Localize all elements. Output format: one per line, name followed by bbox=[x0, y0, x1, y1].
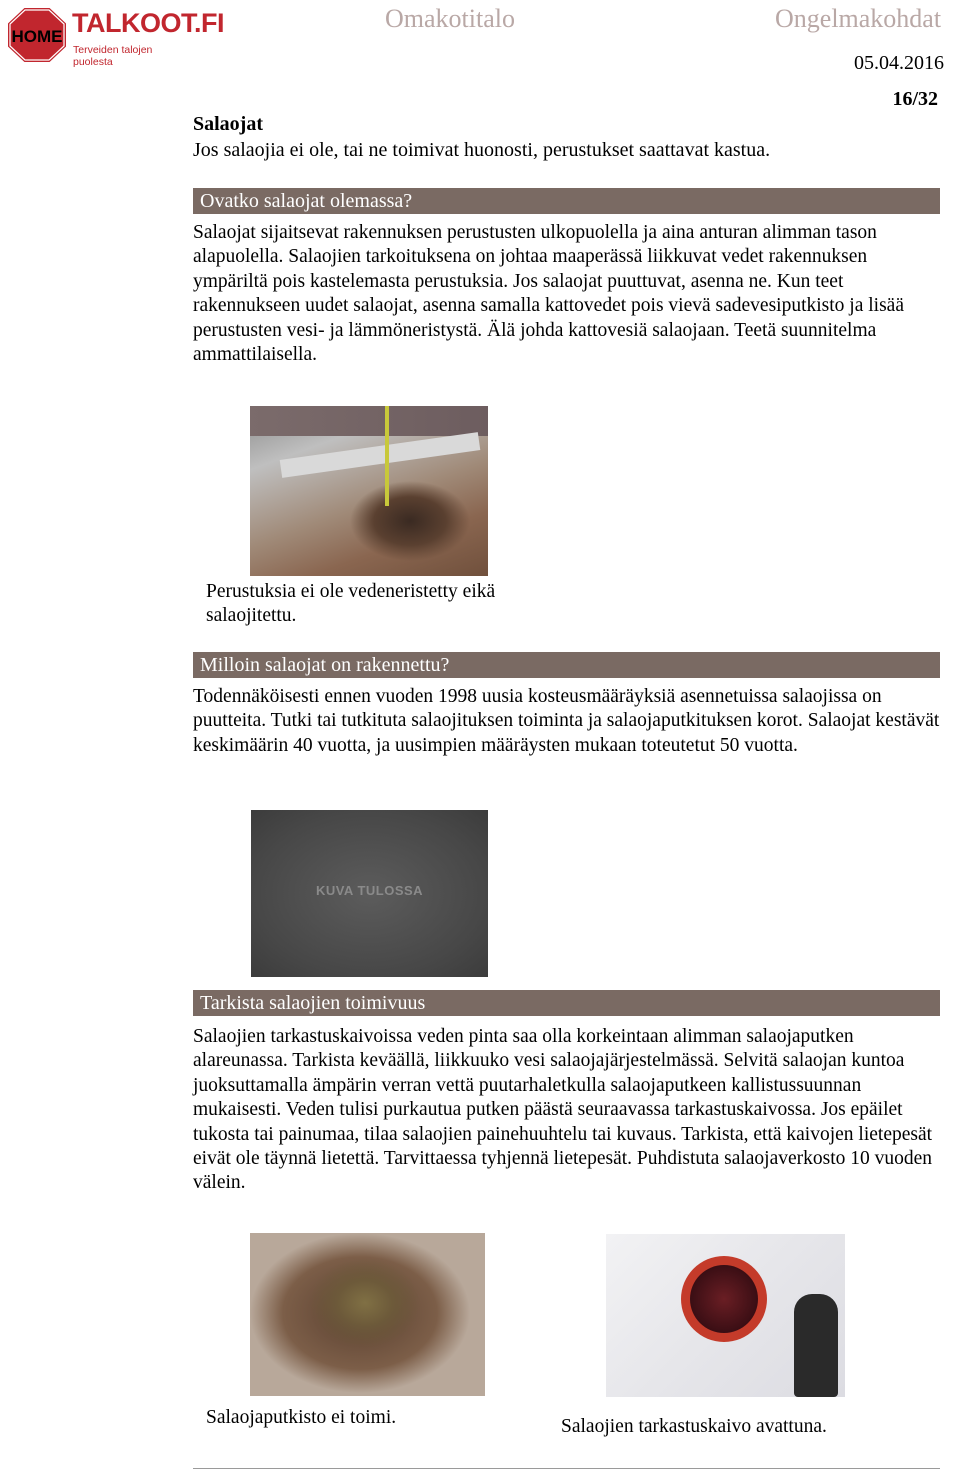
page-number: 16/32 bbox=[892, 88, 938, 110]
stop-sign-logo-icon bbox=[6, 6, 68, 64]
nav-ongelmakohdat[interactable]: Ongelmakohdat bbox=[775, 4, 942, 33]
page-date: 05.04.2016 bbox=[854, 52, 944, 74]
photo-measuring-pole bbox=[385, 406, 389, 506]
foundation-photo bbox=[250, 406, 488, 576]
drain-pipe-photo bbox=[250, 1233, 485, 1396]
logo-tagline: Terveiden talojen puolesta bbox=[73, 44, 153, 68]
image-placeholder bbox=[251, 810, 488, 977]
photo-wall bbox=[250, 406, 488, 436]
image-placeholder-label: KUVA TULOSSA bbox=[315, 883, 424, 898]
drain-pipe-caption: Salaojaputkisto ei toimi. bbox=[206, 1407, 397, 1428]
section-text-inspection: Salaojien tarkastuskaivoissa veden pinta saa olla korkeintaan alimman salaojaputken alareunassa. Tarkista keväällä, liikkuuko vesi salaojajärjestelmässä. Selvitä salaojan kuntoa juoksuttamalla ämpärin verran vettä puutarhaletkulla salaojaputkeen kallistussuunnan mukaisesti. Veden tulisi purkautua putken päästä seuraavassa tarkastuskaivossa. Jos epäilet tukosta tai painumaa, tilaa salaojien painehuuhtelu tai kuvaus. Tarkista, että kaivojen lietepesät eivät ole täynnä lietettä. Tarvittaessa tyhjennä lietepesät. Puhdistuta salaojaverkosto 10 vuoden välein. bbox=[193, 1026, 933, 1194]
inspection-well-photo bbox=[606, 1234, 845, 1397]
logo-wordmark: TALKOOT.FI bbox=[72, 8, 224, 38]
nav-omakotitalo[interactable]: Omakotitalo bbox=[385, 4, 515, 33]
section-text-existence: Salaojat sijaitsevat rakennuksen perustusten ulkopuolella ja aina anturan alimman tason alapuolella. Salaojien tarkoituksena on johtaa maaperässä liikkuvat vedet rakennuksen ympäriltä pois kastelemasta perustuksia. Jos salaojat puuttuvat, asenna ne. Kun teet rakennukseen uudet salaojat, asenna samalla kattovedet pois vievä sadevesiputkisto ja lisää perustusten vesi- ja lämmöneristystä. Älä johda kattovesiä salaojaan. Teetä suunnitelma ammattilaisella. bbox=[193, 222, 904, 366]
photo-beam bbox=[280, 432, 481, 478]
page-title: Salaojat bbox=[193, 113, 263, 135]
footer-divider bbox=[193, 1468, 940, 1469]
section-heading-existence: Ovatko salaojat olemassa? bbox=[193, 188, 940, 214]
section-text-age: Todennäköisesti ennen vuoden 1998 uusia kosteusmääräyksiä asennetuissa salaojissa on puutteita. Tutki tai tutkituta salaojituksen toiminta ja salaojaputkituksen korot. Salaojat kestävät keskimäärin 40 vuotta, ja uusimpien määräysten mukaan toteutetut 50 vuotta. bbox=[193, 686, 940, 756]
logo-home-text: HOME bbox=[11, 27, 63, 46]
section-heading-inspection: Tarkista salaojien toimivuus bbox=[193, 990, 940, 1016]
foundation-photo-caption: Perustuksia ei ole vedeneristetty eikä salaojitettu. bbox=[206, 581, 496, 626]
inspection-well-caption: Salaojien tarkastuskaivo avattuna. bbox=[561, 1416, 827, 1437]
well-opening bbox=[690, 1265, 758, 1333]
section-heading-age: Milloin salaojat on rakennettu? bbox=[193, 652, 940, 678]
hometalkoot-logo[interactable] bbox=[6, 6, 224, 68]
photo-boot bbox=[794, 1294, 838, 1397]
intro-text: Jos salaojia ei ole, tai ne toimivat huonosti, perustukset saattavat kastua. bbox=[193, 139, 771, 161]
